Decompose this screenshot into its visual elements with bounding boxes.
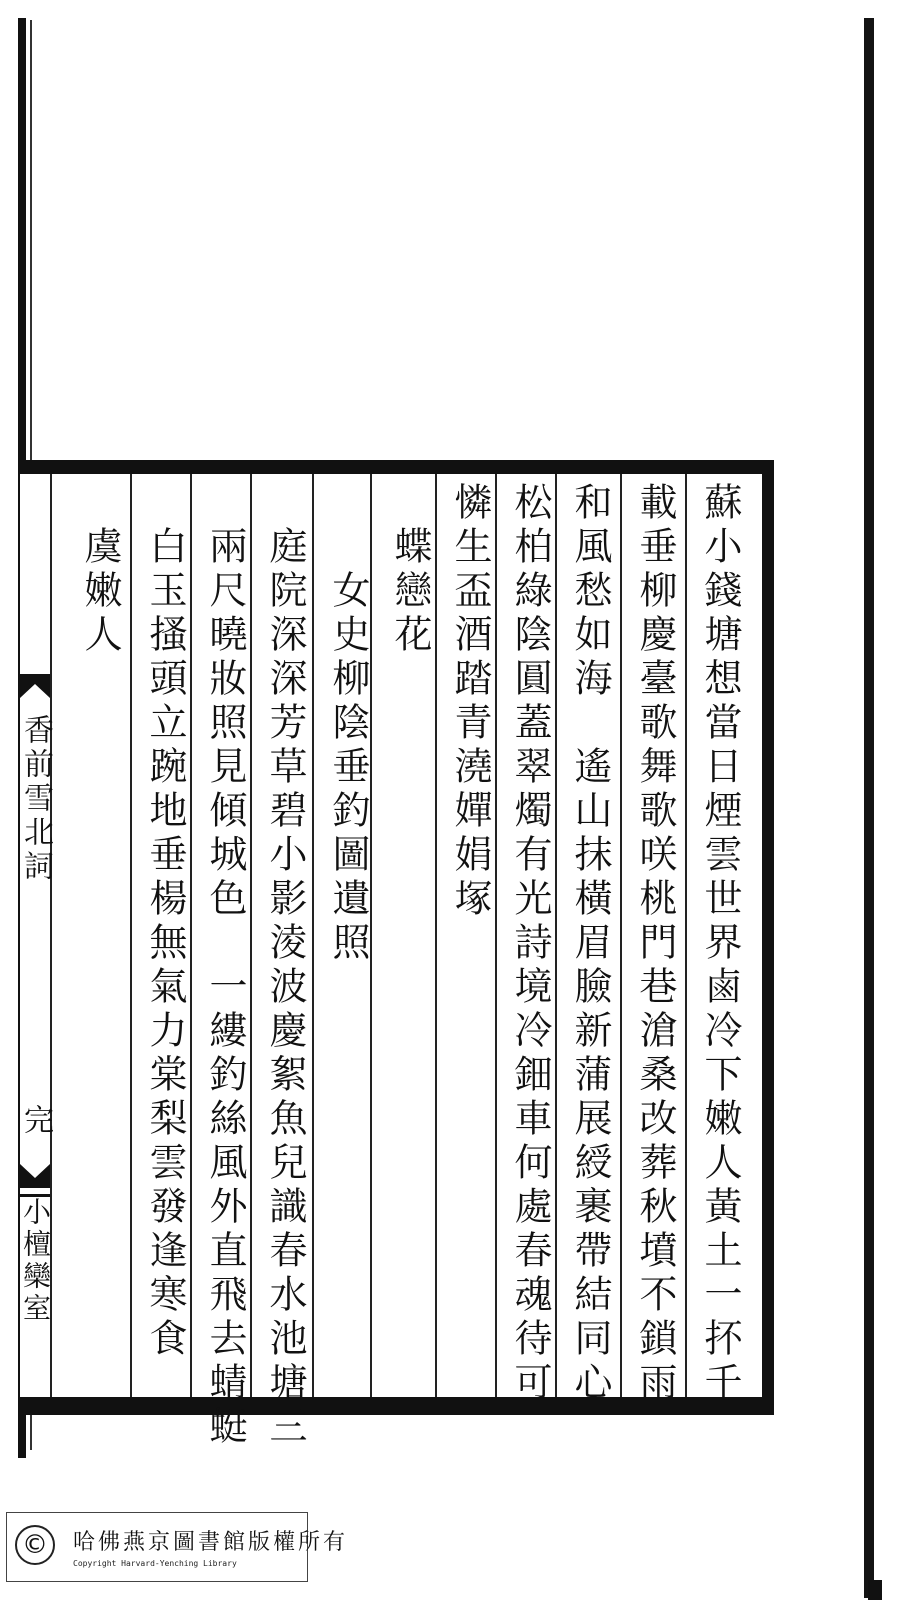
text-column: 虞嫩人 (78, 482, 122, 658)
text-column: 白玉搔頭立踠地垂楊無氣力棠梨雲發逢寒食 (143, 482, 187, 1362)
copyright-stamp (6, 1512, 349, 1582)
column-rule (685, 474, 687, 1397)
text-column: 蝶戀花 (388, 482, 432, 658)
right-edge-mark (868, 1580, 882, 1600)
spine-studio-name: 小檀欒室 (20, 1194, 50, 1397)
copyright-text-zh: 哈佛燕京圖書館版權所有 (73, 1530, 349, 1555)
text-column: 庭院深深芳草碧小影淩波慶絮魚兒識春水池塘三 (263, 482, 307, 1450)
text-column: 載垂柳慶臺歌舞歌咲桃門巷滄桑改葬秋墳不鎖雨 (633, 482, 677, 1406)
right-page-edge (864, 18, 874, 1598)
text-column: 兩尺曉妝照見傾城色 一縷釣絲風外直飛去蜻蜓 (203, 482, 247, 1450)
text-column: 松柏綠陰圓蓋翠燭有光詩境冷鈿車何處春魂待可 (508, 482, 552, 1406)
text-column: 女史柳陰垂釣圖遺照 (326, 482, 370, 966)
center-fold-spine (20, 474, 52, 1397)
printed-text-block (18, 460, 774, 1450)
spine-section-mark: 完 (18, 1104, 53, 1134)
text-column: 和風愁如海 遙山抹橫眉臉新蒲展綬裹帶結同心 (568, 482, 612, 1406)
text-column: 憐生盃酒踏青澆嬋娟塚 (448, 482, 492, 922)
text-area (50, 474, 762, 1450)
column-rule (620, 474, 622, 1397)
fish-tail-lower-icon (20, 1164, 50, 1188)
column-rule (130, 474, 132, 1397)
text-column: 蘇小錢塘想當日煙雲世界鹵冷下嫩人黃土一抔千 (698, 482, 742, 1406)
copyright-text-en: Copyright Harvard-Yenching Library (73, 1559, 237, 1568)
spine-book-title: 香前雪北詞 (18, 714, 53, 884)
copyright-icon: © (15, 1525, 55, 1565)
fish-tail-upper-icon (20, 674, 50, 698)
